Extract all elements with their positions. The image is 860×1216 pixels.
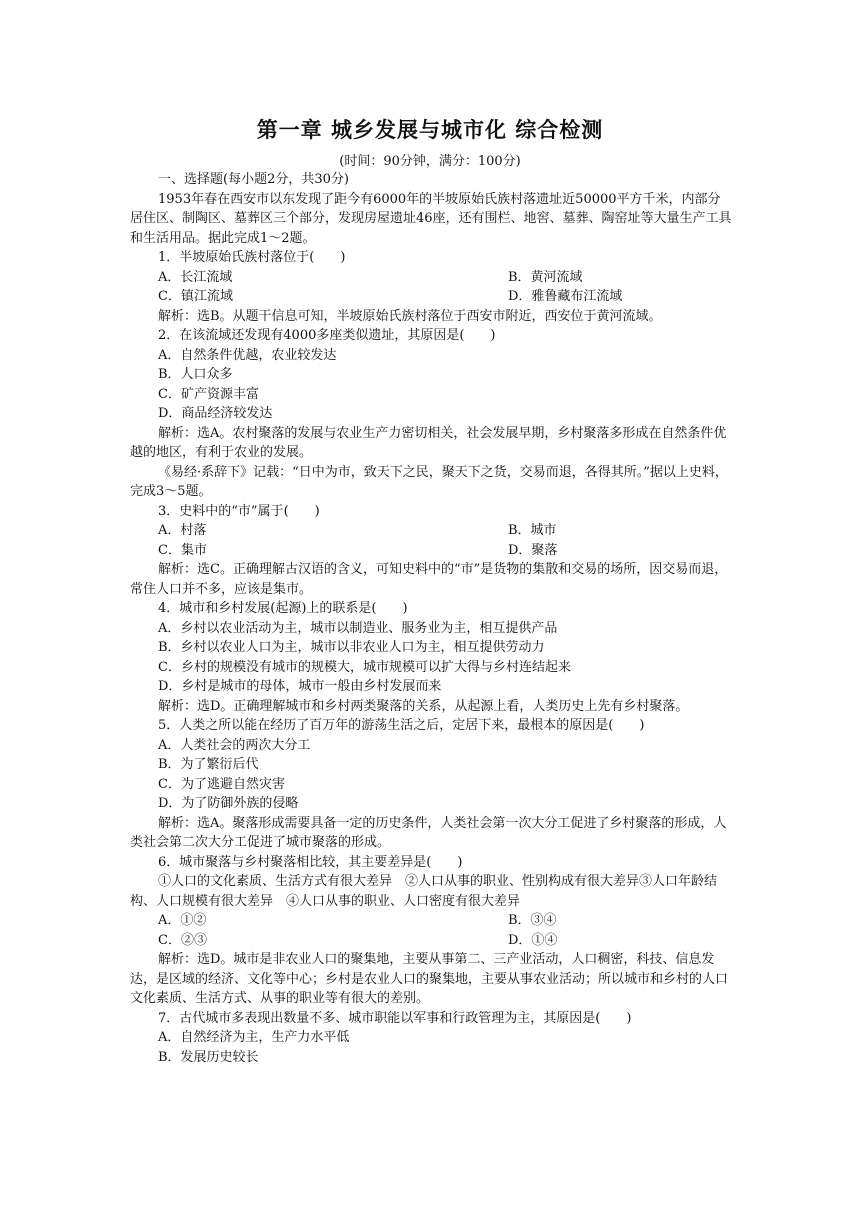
- option-d: D．商品经济较发达: [158, 406, 273, 421]
- option-b: B．③④: [508, 913, 557, 928]
- option-row: [130, 541, 732, 561]
- question-stem: 2．在该流域还发现有4000多座类似遗址，其原因是( ): [158, 328, 496, 343]
- page-title: 第一章 城乡发展与城市化 综合检测: [256, 118, 604, 142]
- analysis: 解析：选A。农村聚落的发展与农业生产力密切相关，社会发展早期，乡村聚落多形成在自然条件优越的地区，有利于农业的发展。: [130, 425, 727, 460]
- option-d: D．乡村是城市的母体，城市一般由乡村发展而来: [158, 679, 442, 694]
- option-a: A．村落: [158, 523, 207, 538]
- option-c: C．集市: [158, 542, 207, 558]
- option-a: A．长江流域: [158, 269, 233, 285]
- option-row: [130, 521, 732, 541]
- option-b: B．城市: [508, 523, 557, 538]
- option-c: C．矿产资源丰富: [158, 386, 259, 402]
- analysis: 解析：选D。城市是非农业人口的聚集地，主要从事第二、三产业活动，人口稠密，科技、信息发达，是区域的经济、文化等中心；乡村是农业人口的聚集地，主要从事农业活动；所以城市和乡村的人口文化素质、生活方式、从事的职业等有很大的差别。: [130, 952, 729, 1006]
- option-c: C．镇江流域: [158, 289, 233, 304]
- option-a: A．乡村以农业活动为主，城市以制造业、服务业为主，相互提供产品: [158, 620, 558, 636]
- analysis: 解析：选A。聚落形成需要具备一定的历史条件，人类社会第一次大分工促进了乡村聚落的形成，人类社会第二次大分工促进了城市聚落的形成。: [130, 815, 727, 850]
- question-stem: 3．史料中的“市”属于( ): [158, 503, 320, 519]
- option-row: [130, 911, 732, 931]
- option-b: B．乡村以农业人口为主，城市以非农业人口为主，相互提供劳动力: [158, 640, 545, 655]
- option-d: D．聚落: [508, 542, 558, 558]
- option-a: A．自然条件优越，农业较发达: [158, 347, 337, 363]
- option-a: A．人类社会的两次大分工: [158, 737, 311, 753]
- option-b: B．为了繁衍后代: [158, 757, 259, 772]
- question-stem: 6．城市聚落与乡村聚落相比较，其主要差异是( ): [158, 854, 463, 870]
- question-stem: 4．城市和乡村发展(起源)上的联系是( ): [158, 601, 408, 616]
- statement-items: ①人口的文化素质、生活方式有很大差异 ②人口从事的职业、性别构成有很大差异③人口年龄结构、人口规模有很大差异 ④人口从事的职业、人口密度有很大差异: [130, 874, 718, 909]
- option-c: C．乡村的规模没有城市的规模大，城市规模可以扩大得与乡村连结起来: [158, 659, 571, 675]
- analysis: 解析：选D。正确理解城市和乡村两类聚落的关系，从起源上看，人类历史上先有乡村聚落。: [158, 698, 689, 714]
- option-row: [130, 287, 732, 307]
- option-row: [130, 268, 732, 288]
- exam-info: (时间：90分钟，满分：100分): [339, 154, 521, 169]
- option-a: A．自然经济为主，生产力水平低: [158, 1030, 350, 1045]
- option-c: C．为了逃避自然灾害: [158, 776, 285, 792]
- question-stem: 7．古代城市多表现出数量不多、城市职能以军事和行政管理为主，其原因是( ): [158, 1010, 632, 1026]
- option-b: B．人口众多: [158, 367, 233, 382]
- passage-intro: 《易经·系辞下》记载：“日中为市，致天下之民，聚天下之货，交易而退，各得其所。”据以上史料，完成3～5题。: [130, 464, 728, 499]
- section-heading: 一、选择题(每小题2分，共30分): [158, 172, 349, 187]
- question-stem: 1．半坡原始氏族村落位于( ): [158, 250, 346, 265]
- passage-intro: 1953年春在西安市以东发现了距今有6000年的半坡原始氏族村落遗址近50000平方千米，内部分居住区、制陶区、墓葬区三个部分，发现房屋遗址46座，还有围栏、地窖、墓葬、陶窑址等大量生产工具和生活用品。据此完成1～2题。: [130, 191, 732, 246]
- option-a: A．①②: [158, 913, 207, 928]
- option-d: D．为了防御外族的侵略: [158, 796, 299, 811]
- option-d: D．雅鲁藏布江流域: [508, 289, 623, 304]
- option-d: D．①④: [508, 932, 558, 948]
- option-b: B．黄河流域: [508, 269, 583, 285]
- option-c: C．②③: [158, 932, 207, 948]
- document-body: [130, 170, 732, 1067]
- question-stem: 5．人类之所以能在经历了百万年的游荡生活之后，定居下来，最根本的原因是( ): [158, 718, 645, 733]
- analysis: 解析：选B。从题干信息可知，半坡原始氏族村落位于西安市附近，西安位于黄河流域。: [158, 308, 662, 324]
- option-row: [130, 931, 732, 951]
- option-b: B．发展历史较长: [158, 1049, 259, 1065]
- analysis: 解析：选C。正确理解古汉语的含义，可知史料中的“市”是货物的集散和交易的场所，因交易而退，常住人口并不多，应该是集市。: [130, 562, 728, 597]
